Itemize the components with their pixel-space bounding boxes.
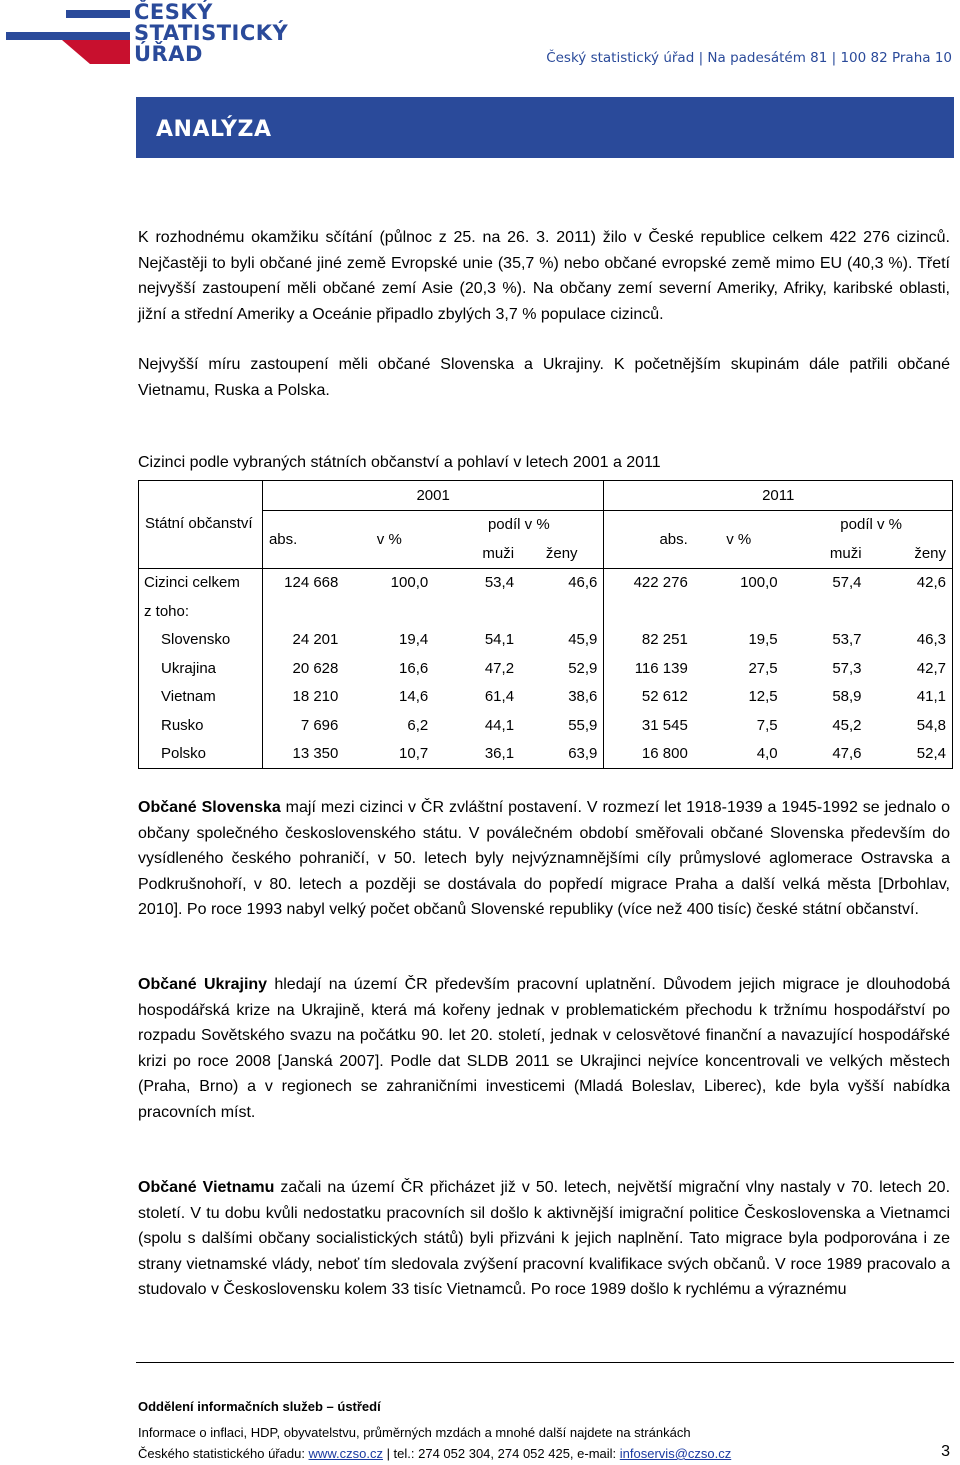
footer-divider (136, 1362, 954, 1363)
footer-department: Oddělení informačních služeb – ústředí (138, 1399, 381, 1414)
footer-prefix: Českého statistického úřadu: (138, 1446, 309, 1461)
footer-contact-line (138, 1446, 731, 1461)
cell: 6,2 (407, 716, 429, 734)
cell: 63,9 (520, 740, 604, 769)
banner-title: ANALÝZA (156, 117, 272, 142)
cell: 13 350 (292, 745, 339, 763)
paragraph-slovakia (138, 795, 950, 923)
cell: 16 800 (641, 745, 688, 763)
citizenship-table (138, 480, 953, 769)
table-row (139, 711, 953, 740)
text-slovakia: mají mezi cizinci v ČR zvláštní postavení. V rozmezí let 1918-1939 a 1945-1992 se jednalo o občany společného československého státu. V poválečném období směřovali občané Slovenska především do vysídleného českého pohraničí, v 50. letech byly nejvýznamnějšími cíly průmyslové aglomerace Ostravska a Podkrušnohoří, v 80. letech a později se dostávala do popředí migrace Praha a další velká města [Drbohlav, 2010]. Po roce 1993 nabyl velký počet občanů Slovenské republiky (více než 400 tisíc) české státní občanství. (138, 799, 950, 918)
cell: 27,5 (748, 659, 778, 677)
header-men-2001: muži (482, 544, 515, 562)
cell: 100,0 (390, 574, 429, 592)
cell: 47,6 (832, 745, 862, 763)
section-vietnam (138, 1175, 950, 1303)
row-label: Ukrajina (139, 654, 263, 683)
cell: 19,5 (748, 631, 778, 649)
czso-logo (0, 0, 300, 70)
row-label: Vietnam (139, 683, 263, 712)
header-citizenship: Státní občanství (139, 481, 263, 569)
paragraph-ukraine (138, 972, 950, 1125)
paragraph-vietnam (138, 1175, 950, 1303)
cell: 7 696 (300, 716, 339, 734)
cell: 7,5 (756, 716, 778, 734)
analysis-banner (136, 97, 954, 158)
cell: 42,6 (868, 568, 953, 597)
cell: 61,4 (484, 688, 515, 706)
cell: 31 545 (641, 716, 688, 734)
cell: 38,6 (520, 683, 604, 712)
row-label: z toho: (139, 597, 263, 626)
section-slovakia (138, 795, 950, 923)
table-row (139, 683, 953, 712)
cell: 10,7 (399, 745, 429, 763)
row-label: Slovensko (139, 626, 263, 655)
cell: 46,6 (520, 568, 604, 597)
text-vietnam: začali na území ČR přicházet již v 50. letech, největší migrační vlny nastaly v 70. letech 20. století. V tu dobu kvůli nedostatku pracovních sil došlo k aktivnější imigrační politice Československa a Vietnamci (spolu s dalšími občany socialistických států) byli přizváni k jejich naplnění. Tato migrace byla podporována i ze strany vietnamské vlády, neboť tím sledovala zvýšení pracovní kvalifikace svých občanů. V roce 1989 pracovalo a studovalo v Československu kolem 33 tisíc Vietnamců. Po roce 1989 došlo k rychlému a výraznému (138, 1179, 951, 1298)
row-label: Rusko (139, 711, 263, 740)
email-link[interactable]: infoservis@czso.cz (619, 1446, 732, 1461)
footer-phone: | tel.: 274 052 304, 274 052 425, e-mail: (382, 1446, 620, 1461)
cell: 42,7 (868, 654, 953, 683)
cell: 53,4 (484, 574, 515, 592)
table-header-row-years (139, 481, 953, 511)
cell: 116 139 (634, 659, 688, 677)
header-share-2011: podíl v % (784, 510, 953, 539)
heading-slovakia: Občané Slovenska (138, 799, 281, 816)
header-address: Český statistický úřad | Na padesátém 81 | 100 82 Praha 10 (546, 50, 952, 66)
row-label: Polsko (139, 740, 263, 769)
cell: 4,0 (756, 745, 778, 763)
header-pct-2011: v % (726, 530, 752, 548)
page-number: 3 (941, 1443, 950, 1460)
cell: 18 210 (292, 688, 339, 706)
website-link[interactable]: www.czso.cz (308, 1446, 383, 1461)
cell: 54,8 (868, 711, 953, 740)
cell: 19,4 (399, 631, 429, 649)
cell: 14,6 (399, 688, 429, 706)
cell: 36,1 (484, 745, 515, 763)
cell: 12,5 (748, 688, 778, 706)
heading-ukraine: Občané Ukrajiny (138, 976, 268, 993)
cell: 45,9 (520, 626, 604, 655)
header-women-2011: ženy (868, 539, 953, 568)
czso-logo-mark-icon (0, 4, 130, 64)
cell: 24 201 (292, 631, 339, 649)
cell: 16,6 (399, 659, 429, 677)
cell: 58,9 (832, 688, 862, 706)
cell: 41,1 (868, 683, 953, 712)
cell: 100,0 (740, 574, 778, 592)
cell: 20 628 (292, 659, 339, 677)
table-row (139, 654, 953, 683)
header-abs-2011: abs. (659, 530, 688, 548)
header-share-2001: podíl v % (434, 510, 604, 539)
cell: 57,4 (832, 574, 862, 592)
intro-section (138, 225, 950, 403)
table-row (139, 740, 953, 769)
intro-paragraph-1: K rozhodnému okamžiku sčítání (půlnoc z 25. na 26. 3. 2011) žilo v České republice celkem 422 276 cizinců. Nejčastěji to byli občané jiné země Evropské unie (35,7 %) nebo občané evropské země mimo EU (40,3 %). Třetí nejvyšší zastoupení měli občané zemí Asie (20,3 %). Na občany zemí severní Ameriky, Afriky, karibské oblasti, jižní a střední Ameriky a Oceánie připadlo zbylých 3,7 % populace cizinců. (138, 229, 950, 323)
intro-paragraph-2: Nejvyšší míru zastoupení měli občané Slovenska a Ukrajiny. K početnějším skupinám dále patřili občané Vietnamu, Ruska a Polska. (138, 356, 950, 399)
section-ukraine (138, 972, 950, 1125)
header-women-2001: ženy (520, 539, 604, 568)
table-row-total (139, 568, 953, 597)
header-year-2011: 2011 (604, 481, 953, 511)
header-pct-2001: v % (376, 530, 402, 548)
header-men-2011: muži (829, 544, 862, 562)
cell: 52,9 (520, 654, 604, 683)
table-row (139, 626, 953, 655)
header-year-2001: 2001 (262, 481, 603, 511)
header-abs-2001: abs. (268, 530, 298, 548)
table-row-of-which (139, 597, 953, 626)
cell: 53,7 (832, 631, 862, 649)
heading-vietnam: Občané Vietnamu (138, 1179, 275, 1196)
table-title: Cizinci podle vybraných státních občanství a pohlaví v letech 2001 a 2011 (138, 454, 661, 471)
cell: 422 276 (633, 574, 688, 592)
cell: 52 612 (641, 688, 688, 706)
logo-text: ČESKÝ STATISTICKÝ ÚŘAD (134, 0, 289, 66)
cell: 57,3 (832, 659, 862, 677)
cell: 44,1 (484, 716, 515, 734)
cell: 82 251 (641, 631, 688, 649)
row-label: Cizinci celkem (139, 568, 263, 597)
cell: 47,2 (484, 659, 515, 677)
cell: 46,3 (868, 626, 953, 655)
cell: 124 668 (284, 574, 339, 592)
cell: 52,4 (868, 740, 953, 769)
cell: 45,2 (832, 716, 862, 734)
cell: 54,1 (484, 631, 515, 649)
cell: 55,9 (520, 711, 604, 740)
footer-info-line: Informace o inflaci, HDP, obyvatelstvu, průměrných mzdách a mnohé další najdete na stránkách (138, 1425, 691, 1440)
text-ukraine: hledají na území ČR především pracovní uplatnění. Důvodem jejich migrace je dlouhodobá hospodářská krize na Ukrajině, která má kořeny jednak v problematickém přechodu k tržnímu hospodářství po rozpadu Sovětského svazu na počátku 90. let 20. století, jednak v celosvětové finanční a navazující hospodářské krizi po roce 2008 [Janská 2007]. Podle dat SLDB 2011 se Ukrajinci nejvíce koncentrovali ve velkých městech (Praha, Brno) a v regionech se zahraničními investicemi (Mladá Boleslav, Liberec), kde byla vyšší nabídka pracovních míst. (138, 976, 951, 1121)
